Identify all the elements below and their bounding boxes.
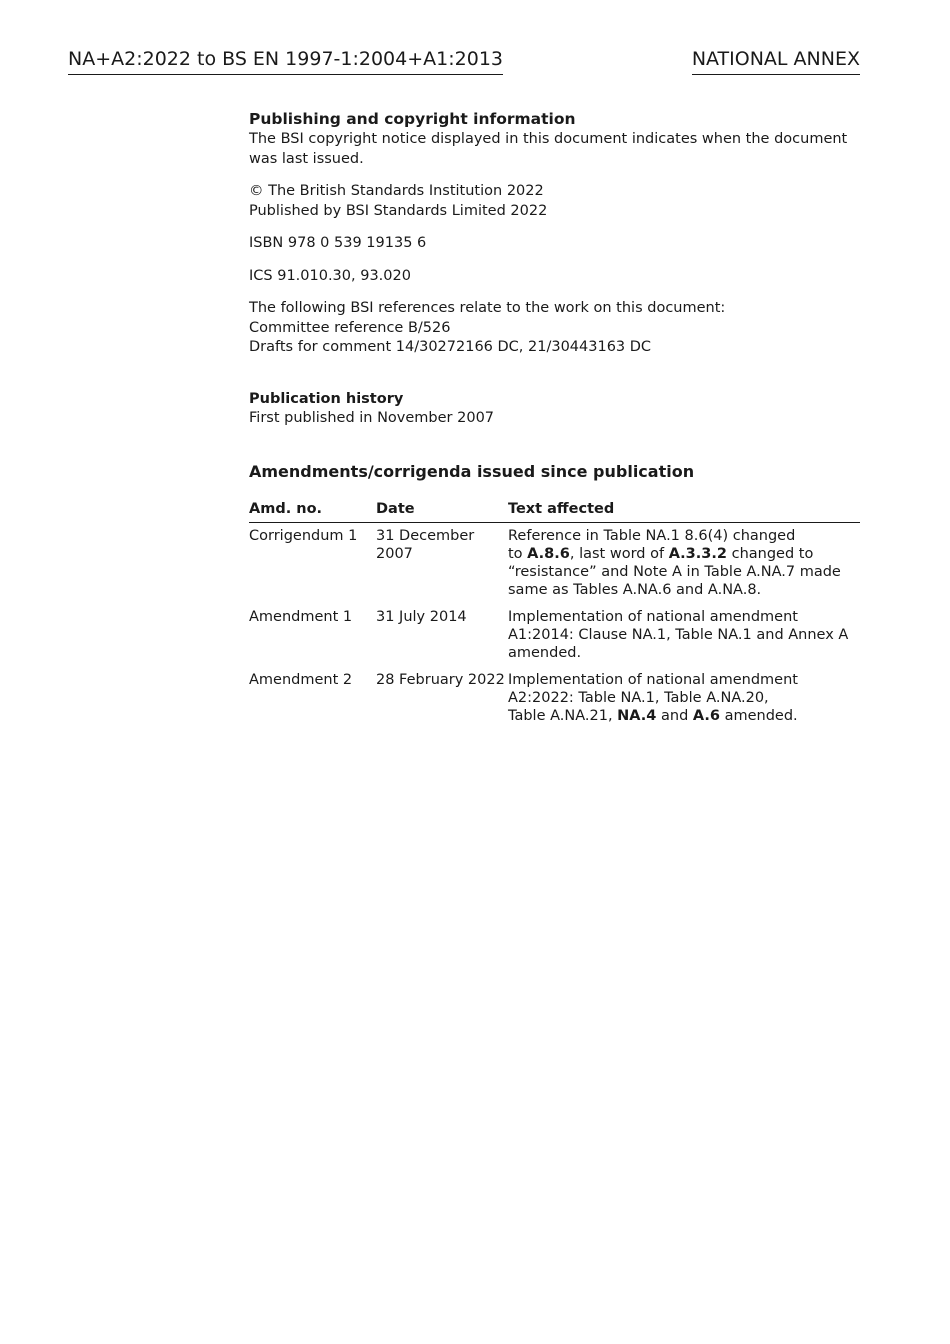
date-line: 2007 [376, 546, 413, 562]
first-published: First published in November 2007 [249, 409, 495, 426]
copyright-block [249, 182, 860, 221]
column-header: Amd. no. [249, 500, 376, 523]
publisher-line: Published by BSI Standards Limited 2022 [249, 202, 548, 219]
text-line: amended. [508, 645, 582, 661]
bsi-references [249, 299, 860, 358]
date-line: 31 December [376, 528, 475, 544]
copyright-notice [249, 130, 860, 169]
table-header-row [249, 500, 860, 523]
isbn: ISBN 978 0 539 19135 6 [249, 235, 427, 251]
text-cell [508, 523, 860, 605]
amd-cell: Amendment 1 [249, 609, 353, 625]
text-line: Implementation of national amendment [508, 609, 798, 625]
notice-line: was last issued. [249, 150, 364, 167]
text-cell [508, 667, 860, 730]
drafts-for-comment: Drafts for comment 14/30272166 DC, 21/30443163 DC [249, 339, 652, 355]
committee-reference: Committee reference B/526 [249, 319, 451, 336]
column-header: Text affected [508, 500, 860, 523]
date-cell: 31 July 2014 [376, 609, 467, 625]
date-cell [376, 523, 508, 605]
amd-cell: Corrigendum 1 [249, 528, 358, 544]
text-cell [508, 604, 860, 667]
ics: ICS 91.010.30, 93.020 [249, 267, 411, 284]
text-line: Implementation of national amendment [508, 672, 798, 688]
text-line: “resistance” and Note A in Table A.NA.7 made [508, 564, 841, 580]
amendments-heading: Amendments/corrigenda issued since publication [249, 462, 695, 481]
publication-history-heading: Publication history [249, 390, 404, 407]
publishing-info [249, 109, 860, 730]
text-line: A1:2014: Clause NA.1, Table NA.1 and Annex A [508, 627, 849, 643]
column-header: Date [376, 500, 508, 523]
text-line: to A.8.6, last word of A.3.3.2 changed to [508, 546, 814, 562]
copyright-line: © The British Standards Institution 2022 [249, 183, 544, 199]
section-title: NATIONAL ANNEX [692, 46, 860, 75]
text-line: A2:2022: Table NA.1, Table A.NA.20, [508, 690, 769, 706]
notice-line: The BSI copyright notice displayed in this document indicates when the document [249, 131, 848, 147]
table-row [249, 523, 860, 605]
text-line: Table A.NA.21, NA.4 and A.6 amended. [508, 708, 798, 724]
table-row [249, 604, 860, 667]
date-cell: 28 February 2022 [376, 672, 505, 688]
publishing-heading: Publishing and copyright information [249, 110, 576, 128]
document-reference: NA+A2:2022 to BS EN 1997-1:2004+A1:2013 [68, 46, 503, 75]
references-intro: The following BSI references relate to the work on this document: [249, 300, 726, 316]
amd-cell: Amendment 2 [249, 672, 353, 688]
text-line: same as Tables A.NA.6 and A.NA.8. [508, 582, 762, 598]
amendments-table [249, 500, 860, 730]
table-row [249, 667, 860, 730]
text-line: Reference in Table NA.1 8.6(4) changed [508, 528, 796, 544]
